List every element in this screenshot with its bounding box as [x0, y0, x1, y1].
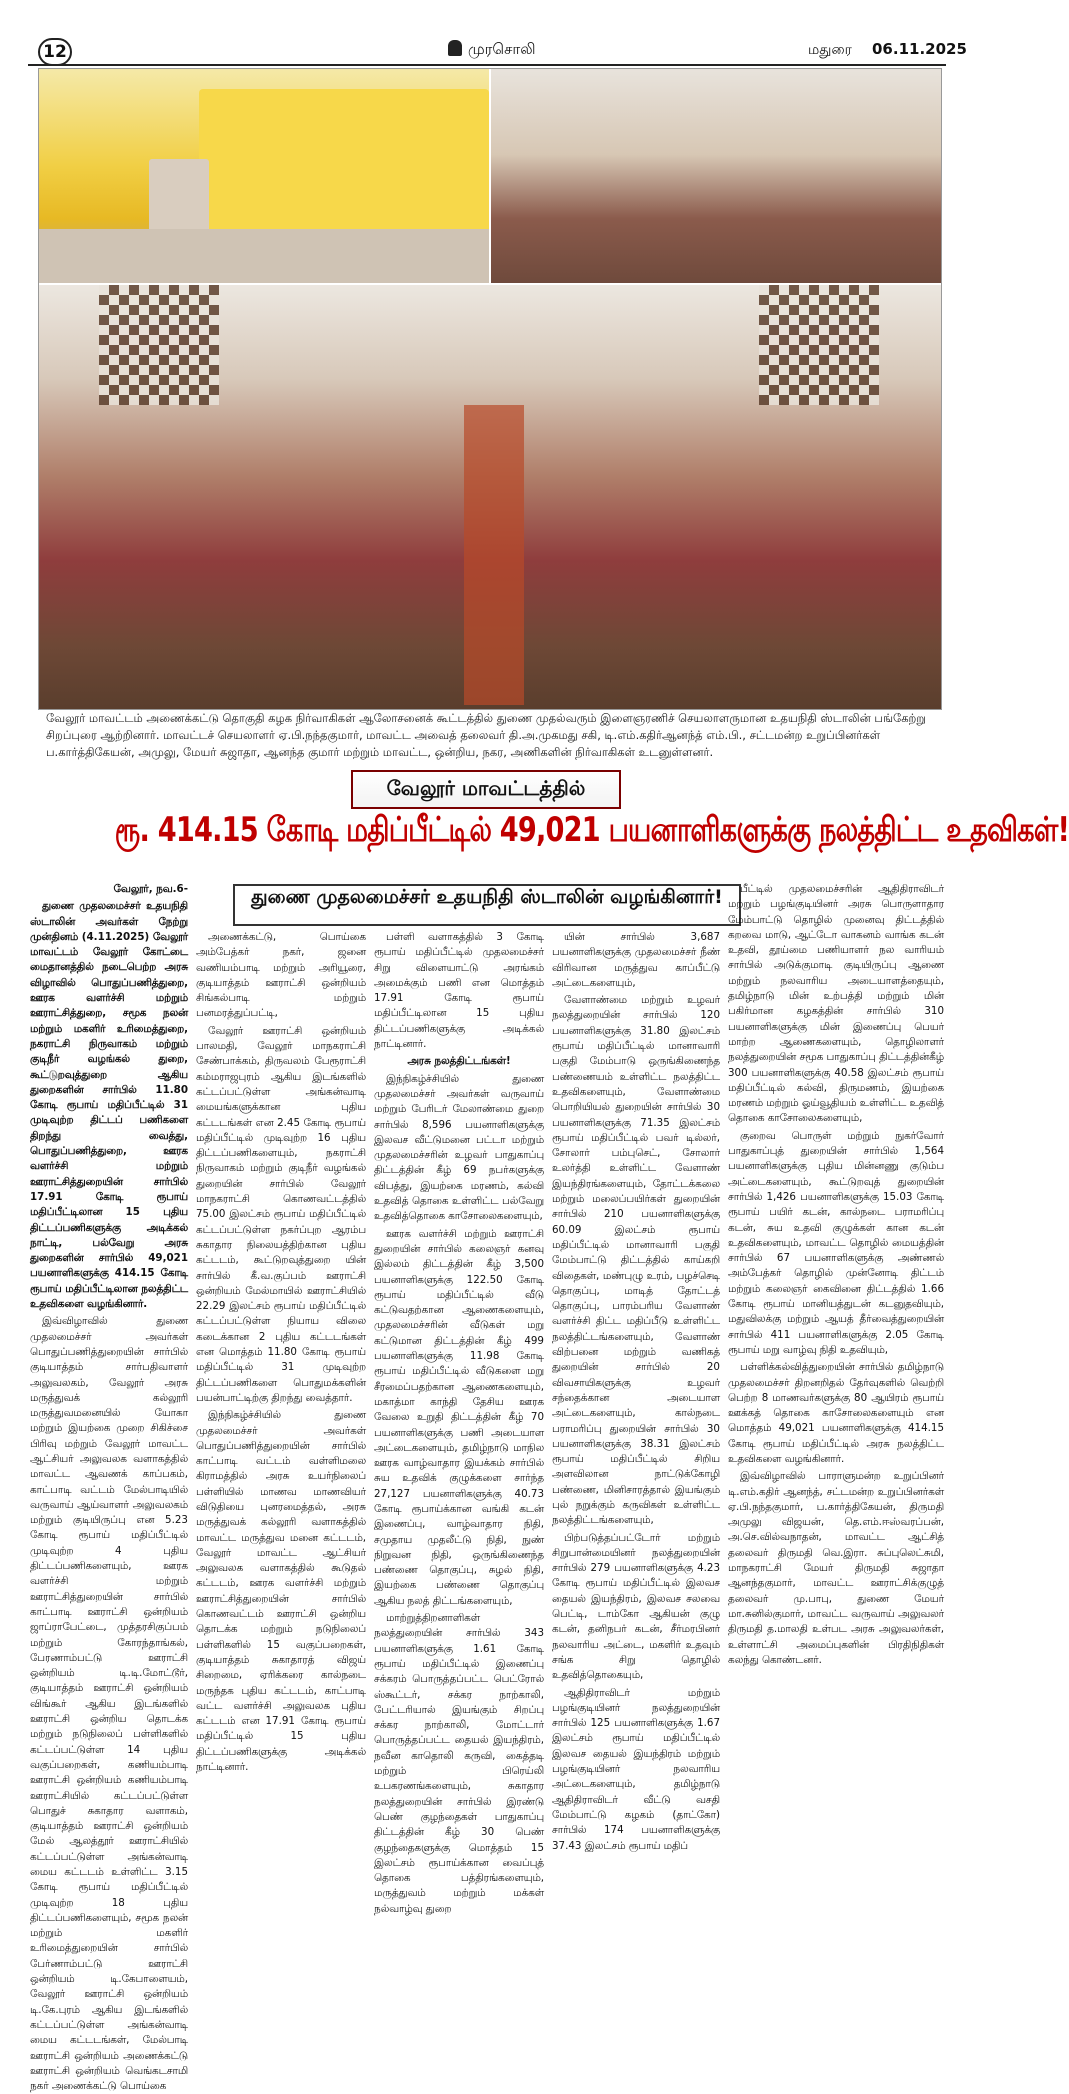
- photo-collage: [38, 68, 942, 710]
- speech-photo: [491, 69, 941, 283]
- edition-city: மதுரை: [808, 42, 852, 58]
- article-column-3: [374, 930, 544, 1915]
- article-column-4: [552, 930, 720, 1852]
- article-paragraph: பள்ளி வளாகத்தில் 3 கோடி ரூபாய் மதிப்பீட்டில் முதலமைச்சர் சிறு விளையாட்டு அரங்கம் அமைக்கும் பணி என மொத்தம் 17.91 கோடி ரூபாய் மதிப்பீட்டிலான 15 புதிய திட்டப்பணிகளுக்கு அடிக்கல் நாட்டினார்.: [374, 931, 544, 1051]
- article-paragraph: இவ்விழாவில் துணை முதலமைச்சர் அவர்கள் பொதுப்பணித்துறையின் சார்பில் குடியாத்தம் சார்பதிவாளர் அலுவலகம், வேலூர் அரசு மருத்துவக் கல்லூரி மருத்துவமனையில் யோகா மற்றும் இயற்கை முறை சிகிச்சை பிரிவு மற்றும் வேலூர் மாவட்ட ஆட்சியர் அலுவலக வளாகத்தில் மாவட்ட ஆவணக் காப்பகம், காட்பாடி வட்டம் மேல்பாடியில் வருவாய் ஆய்வாளர் அலுவலகம் மற்றும் குடியிருப்பு என 5.23 கோடி ரூபாய் மதிப்பீட்டில் முடிவுற்ற 4 புதிய திட்டப்பணிகளையும், ஊரக வளர்ச்சி மற்றும் ஊராட்சித்துறையின் சார்பில் காட்பாடி ஊராட்சி ஒன்றியம் ஜாப்ராபேட்டை, முத்தரசிகுப்பம் மற்றும் கோரந்தாங்கல், பேரணாம்பட்டு ஊராட்சி ஒன்றியம் டி.டி.மோட்டூர், குடியாத்தம் ஊராட்சி ஒன்றியம் விங்கூர் ஆகிய இடங்களில் ஊராட்சி ஒன்றிய தொடக்க மற்றும் நடுநிலைப் பள்ளிகளில் கட்டப்பட்டுள்ள 14 புதிய வகுப்பறைகள், கணியம்பாடி ஊராட்சி ஒன்றியம் கணியம்பாடி ஊராட்சியில் கட்டப்பட்டுள்ள பொதுச் சுகாதார வளாகம், குடியாத்தம் ஊராட்சி ஒன்றியம் மேல் ஆலத்தூர் ஊராட்சியில் கட்டப்பட்டுள்ள அங்கன்வாடி மைய கட்டடம் உள்ளிட்ட 3.15 கோடி ரூபாய் மதிப்பீட்டில் முடிவுற்ற 18 புதிய திட்டப்பணிகளையும், சமூக நலன் மற்றும் மகளிர் உரிமைத்துறையின் சார்பில் பேர்ணாம்பட்டு ஊராட்சி ஒன்றியம் டி.கேபாளையம், வேலூர் ஊராட்சி ஒன்றியம் டி.கே.புரம் ஆகிய இடங்களில் கட்டப்பட்டுள்ள அங்கன்வாடி மைய கட்டடங்கள், மேல்பாடி ஊராட்சி ஒன்றியம் அணைக்கட்டு ஊராட்சி ஒன்றியம் வெங்கடசாமி நகர் அணைக்கட்டு பொய்கை: [30, 1315, 188, 2093]
- stage-photo: [39, 69, 489, 283]
- headline: ரூ. 414.15 கோடி மதிப்பீட்டில் 49,021 பயனாளிகளுக்கு நலத்திட்ட உதவிகள்!: [114, 810, 1069, 850]
- lectern: [149, 159, 209, 239]
- article-paragraph: ஊரக வளர்ச்சி மற்றும் ஊராட்சி துறையின் சார்பில் கலைஞர் கனவு இல்லம் திட்டத்தின் கீழ் 3,500 பயனாளிகளுக்கு 122.50 கோடி ரூபாய் மதிப்பீட்டில் வீடு கட்டுவதற்கான ஆணைகளையும், முதலமைச்சரின் வீடுகள் மறு கட்டுமான திட்டத்தின் கீழ் 499 பயனாளிகளுக்கு 11.98 கோடி ரூபாய் மதிப்பீட்டில் வீடுகளை மறு சீரமைப்பதற்கான ஆணைகளையும், மகாத்மா காந்தி தேசிய ஊரக வேலை உறுதி திட்டத்தின் கீழ் 70 பயனாளிகளுக்கு பணி அடையாள அட்டைகளையும், தமிழ்நாடு மாநில ஊரக வாழ்வாதார இயக்கம் சார்பில் சுய உதவிக் குழுக்களை சார்ந்த 27,127 பயனாளிகளுக்கு 40.73 கோடி ரூபாய்க்கான வங்கி கடன் இணைப்பு, வாழ்வாதார நிதி, சமுதாய முதலீட்டு நிதி, நுண் நிறுவன நிதி, ஒருங்கிணைந்த பண்ணை தொகுப்பு, சுழல் நிதி, இயற்கை பண்ணை தொகுப்பு ஆகிய நலத் திட்டங்களையும்,: [374, 1227, 544, 1607]
- article-paragraph: மாற்றுத்திறனாளிகள் நலத்துறையின் சார்பில் 343 பயனாளிகளுக்கு 1.61 கோடி ரூபாய் மதிப்பீட்டில் இணைப்பு சக்கரம் பொருத்தப்பட்ட பெட்ரோல் ஸ்கூட்டர், சக்கர நாற்காலி, பேட்டரியால் இயங்கும் சிறப்பு சக்கர நாற்காலி, மோட்டார் பொருத்தப்பட்ட தையல் இயந்திரம், நவீன காதொலி கருவி, கைத்தடி மற்றும் பிரெய்லி உபகரணங்களையும், சுகாதார நலத்துறையின் சார்பில் இரண்டு பெண் குழந்தைகள் பாதுகாப்பு திட்டத்தின் கீழ் 30 பெண் குழந்தைகளுக்கு மொத்தம் 15 இலட்சம் ரூபாய்க்கான வைப்புத் தொகை பத்திரங்களையும், மருத்துவம் மற்றும் மக்கள் நல்வாழ்வு துறை: [374, 1612, 544, 1915]
- article-paragraph: பிற்படுத்தப்பட்டோர் மற்றும் சிறுபான்மையினர் நலத்துறையின் சார்பில் 279 பயனாளிகளுக்கு 4.23 கோடி ரூபாய் மதிப்பீட்டில் இலவச தையல் இயந்திரம், இலவச சலவை பெட்டி, டாம்கோ ஆகியன் குழு கடன், தனிநபர் கடன், சீர்மரபினர் நலவாரிய அட்டை, மகளிர் உதவும் சங்க சிறு தொழில் உதவித்தொகையும்,: [552, 1531, 720, 1682]
- page-number: 12: [38, 38, 72, 66]
- rooster-icon: [448, 40, 462, 56]
- masthead-rule: [28, 64, 946, 66]
- wall-pattern: [759, 285, 879, 405]
- stage-seating: [39, 229, 489, 283]
- issue-date: 06.11.2025: [872, 40, 967, 58]
- section-heading: அரசு நலத்திட்டங்கள்!: [407, 1055, 511, 1068]
- article-paragraph: இந்நிகழ்ச்சியில் துணை முதலமைச்சர் அவர்கள் வருவாய் மற்றும் பேரிடர் மேலாண்மை துறை சார்பில் 8,596 பயனாளிகளுக்கு இலவச வீட்டுமனை பட்டா மற்றும் முதலமைச்சரின் உழவர் பாதுகாப்பு திட்டத்தின் கீழ் 69 நபர்களுக்கு விபத்து, இயற்கை மரணம், கல்வி உதவித் தொகை உள்ளிட்ட பல்வேறு உதவித்தொகை காசோலைகளையும்,: [374, 1072, 544, 1223]
- dateline: வேலூர், நவ.6-: [113, 883, 188, 895]
- kicker: வேலூர் மாவட்டத்தில்: [351, 770, 622, 809]
- article-paragraph: ஆதிதிராவிடர் மற்றும் பழங்குடியினர் நலத்துறையின் சார்பில் 125 பயனாளிகளுக்கு 1.67 இலட்சம் ரூபாய் மதிப்பீட்டில் இலவச தையல் இயந்திரம் மற்றும் பழங்குடியினர் நலவாரிய அட்டைகளையும், தமிழ்நாடு ஆதிதிராவிடர் வீட்டு வசதி மேம்பாட்டு கழகம் (தாட்கோ) சார்பில் 174 பயனாளிகளுக்கு 37.43 இலட்சம் ரூபாய் மதிப்: [552, 1686, 720, 1852]
- paper-name: முரசொலி: [468, 40, 536, 58]
- carpet-aisle: [464, 405, 524, 705]
- article-paragraph: வேலூர் ஊராட்சி ஒன்றியம் பாலமதி, வேலூர் மாநகராட்சி சேண்பாக்கம், திருவலம் பேரூராட்சி கம்மராஜபுரம் ஆகிய இடங்களில் கட்டப்பட்டுள்ள அங்கன்வாடி மையங்களுக்கான புதிய கட்டடங்கள் என 2.45 கோடி ரூபாய் மதிப்பீட்டில் முடிவுற்ற 16 புதிய திட்டப்பணிகளையும், நகராட்சி நிருவாகம் மற்றும் குடிநீர் வழங்கல் துறையின் சார்பில் வேலூர் மாநகராட்சி கொணவட்டத்தில் 75.00 இலட்சம் ரூபாய் மதிப்பீட்டில் கட்டப்பட்டுள்ள நகர்ப்புற ஆரம்ப சுகாதார நிலையத்திற்கான புதிய கட்டடம், கூட்டுறவுத்துறை யின் சார்பில் கீ.வ.குப்பம் ஊராட்சி ஒன்றியம் மேல்மாயில் ஊராட்சியில் 22.29 இலட்சம் ரூபாய் மதிப்பீட்டில் கட்டப்பட்டுள்ள நியாய விலை கடைக்கான 2 புதிய கட்டடங்கள் என மொத்தம் 11.80 கோடி ரூபாய் மதிப்பீட்டில் 31 முடிவுற்ற திட்டப்பணிகளை பொதுமக்களின் பயன்பாட்டிற்கு திறந்து வைத்தார்.: [196, 1024, 366, 1404]
- article-column-1: [30, 882, 188, 2093]
- article-paragraph: இவ்விழாவில் பாராளுமன்ற உறுப்பினர் டி.எம்.கதிர் ஆனந்த், சட்டமன்ற உறுப்பினர்கள் ஏ.பி.நந்தகுமார், ப.கார்த்திகேயன், திருமதி அமுலு விஜயன், தெ.எம்.ஈஸ்வரப்பன், அ.செ.வில்வநாதன், மாவட்ட ஆட்சித் தலைவர் திருமதி வெ.இரா. சுப்புலெட்சுமி, மாநகராட்சி மேயர் திருமதி சுஜாதா ஆனந்தகுமார், மாவட்ட ஊராட்சிக்குழுத் தலைவர் மு.பாபு, துணை மேயர் மா.சுனில்குமார், மாவட்ட வருவாய் அலுவலர் திருமதி த.மாலதி உள்பட அரசு அலுவலர்கள், உள்ளாட்சி அமைப்புகளின் பிரதிநிதிகள் கலந்து கொண்டனர்.: [728, 1470, 944, 1666]
- article-paragraph: அணைக்கட்டு, பொய்கை அம்பேத்கர் நகர், ஜனை வணியம்பாடி மற்றும் அரியூரை, குடியாத்தம் ஊராட்சி ஒன்றியம் சிங்கல்பாடி மற்றும் பனமரத்துப்பட்டி,: [196, 931, 366, 1020]
- article-paragraph: பீட்டில் முதலமைச்சரின் ஆதிதிராவிடர் மற்றும் பழங்குடியினர் அரசு பொருளாதார மேம்பாட்டு தொழில் முனைவு திட்டத்தில் கறவை மாடு, ஆட்டோ வாகனம் வாங்க கடன் உதவி, தூய்மை பணியாளர் நல வாரியம் சார்பில் அடுக்குமாடி குடியிருப்பு ஆணை மற்றும் நலவாரிய அடையாளத்தையும், தமிழ்நாடு மின் உற்பத்தி மற்றும் மின் பகிர்மான கழகத்தின் சார்பில் 310 பயனாளிகளுக்கு மின் இணைப்பு பெயர் மாற்ற ஆணைகளையும், தொழிலாளர் நலத்துறையின் சமூக பாதுகாப்பு திட்டத்தின்கீழ் 300 பயனாளிகளுக்கு 40.58 இலட்சம் ரூபாய் மதிப்பீட்டில் கல்வி, திருமணம், இயற்கை மரணம் மற்றும் ஓய்வூதியம் உள்ளிட்ட உதவித் தொகை காசோலைகளையும்,: [728, 883, 944, 1125]
- wall-pattern: [99, 285, 219, 405]
- article-column-2: [196, 930, 366, 1774]
- masthead: [28, 34, 967, 66]
- article-paragraph: யின் சார்பில் 3,687 பயனாளிகளுக்கு முதலமைச்சர் நீண் விரிவான மருத்துவ காப்பீட்டு அட்டைகளையும்,: [552, 931, 720, 989]
- subhead: துணை முதலமைச்சர் உதயநிதி ஸ்டாலின் வழங்கினார்!: [233, 884, 741, 926]
- stage-banner: [199, 89, 489, 239]
- article-paragraph: இந்நிகழ்ச்சியில் துணை முதலமைச்சர் அவர்கள் பொதுப்பணித்துறையின் சார்பில் காட்பாடி வட்டம் வள்ளிமலை கிராமத்தில் அரசு உயர்நிலைப் பள்ளியில் மாணவ மாணவியர் விடுதியை புனரமைத்தல், அரசு மருத்துவக் கல்லூரி வளாகத்தில் மாவட்ட மருத்துவ மனை கட்டடம், வேலூர் மாவட்ட ஆட்சியர் அலுவலக வளாகத்தில் கூடுதல் கட்டடம், ஊரக வளர்ச்சி மற்றும் ஊராட்சித்துறையின் சார்பில் கொணவட்டம் ஊராட்சி ஒன்றிய தொடக்க மற்றும் நடுநிலைப் பள்ளிகளில் 15 வகுப்பறைகள், குடியாத்தம் சுகாதாரத் விஜய் சிறைமை, ஏரிக்கரை கால்நடை மருந்தக புதிய கட்டடம், காட்பாடி வட்ட வளர்ச்சி அலுவலக புதிய கட்டடம் என 17.91 கோடி ரூபாய் மதிப்பீட்டில் 15 புதிய திட்டப்பணிகளுக்கு அடிக்கல் நாட்டினார்.: [196, 1409, 366, 1774]
- article-paragraph: வேளாண்மை மற்றும் உழவர் நலத்துறையின் சார்பில் 120 பயனாளிகளுக்கு 31.80 இலட்சம் ரூபாய் மதிப்பீட்டில் மானாவாரி பகுதி மேம்பாடு ஒருங்கிணைந்த பண்ணையம் உள்ளிட்ட நலத்திட்ட உதவிகளையும், வேளாண்மை பொறியியல் துறையின் சார்பில் 30 பயனாளிகளுக்கு 71.35 இலட்சம் ரூபாய் மதிப்பீட்டில் பவர் டில்லர், சோலார் பம்புசெட், சோலார் உலர்த்தி உள்ளிட்ட வேளாண் இயந்திரங்களையும், தோட்டக்கலை மற்றும் மலைப்பயிர்கள் துறையின் சார்பில் 210 பயனாளிகளுக்கு 60.09 இலட்சம் ரூபாய் மதிப்பீட்டில் மானாவாரி பகுதி மேம்பாட்டு திட்டத்தில் காய்கறி விதைகள், மண்புழு உரம், பழச்செடி தொகுப்பு, மாடித் தோட்டத் தொகுப்பு, பாரம்பரிய வேளாண் வளர்ச்சி திட்ட மதிப்பீடு உள்ளிட்ட நலத்திட்டங்களையும், வேளாண் விற்பனை மற்றும் வணிகத் துறையின் சார்பில் 20 விவசாயிகளுக்கு உழவர் சந்தைக்கான அடையாள அட்டைகளையும், கால்நடை பராமரிப்பு துறையின் சார்பில் 30 பயனாளிகளுக்கு 38.31 இலட்சம் ரூபாய் மதிப்பீட்டில் சிறிய அளவிலான நாட்டுக்கோழி பண்ணை, மினிசாரத்தால் இயங்கும் புல் நறுக்கும் கருவிகள் உள்ளிட்ட நலத்திட்டங்களையும்,: [552, 994, 720, 1527]
- article-paragraph: பள்ளிக்கல்வித்துறையின் சார்பில் தமிழ்நாடு முதலமைச்சர் திறனறிதல் தேர்வுகளில் வெற்றி பெற்ற 8 மாணவர்களுக்கு 80 ஆயிரம் ரூபாய் ஊக்கத் தொகை காசோலைகளையும் என மொத்தம் 49,021 பயனாளிகளுக்கு 414.15 கோடி ரூபாய் மதிப்பீட்டில் அரசு நலத்திட்ட உதவிகளை வழங்கினார்.: [728, 1361, 944, 1465]
- photo-caption: வேலூர் மாவட்டம் அணைக்கட்டு தொகுதி கழக நிர்வாகிகள் ஆலோசனைக் கூட்டத்தில் துணை முதல்வரும் இளைஞரணிச் செயலாளருமான உதயநிதி ஸ்டாலின் பங்கேற்று சிறப்புரை ஆற்றினார். மாவட்டச் செயலாளர் ஏ.பி.நந்தகுமார், மாவட்ட அவைத் தலைவர் தி.அ.முகமது சகி, டி.எம்.கதிர்ஆனந்த் எம்.பி., சட்டமன்ற உறுப்பினர்கள் ப.கார்த்திகேயன், அமுலு, மேயர் சுஜாதா, ஆனந்த குமார் மற்றும் மாவட்ட, ஒன்றிய, நகர, அணிகளின் நிர்வாகிகள் உடனுள்ளனர்.: [46, 711, 926, 759]
- article-paragraph: குறைவ பொருள் மற்றும் நுகர்வோர் பாதுகாப்புத் துறையின் சார்பில் 1,564 பயனாளிகளுக்கு புதிய மின்னணு குடும்ப அட்டைகளையும், கூட்டுறவுத் துறையின் சார்பில் 1,426 பயனாளிகளுக்கு 15.03 கோடி ரூபாய் பயிர் கடன், கால்நடை பராமரிப்பு கடன், சுய உதவி குழுக்கள் கான கடன் உதவிகளையும், மாவட்ட தொழில் மையத்தின் சார்பில் 67 பயனாளிகளுக்கு அண்ணல் அம்பேத்கர் தொழில் முன்னோடி திட்டம் மற்றும் கலைஞர் கைவினை திட்டத்தில் 1.66 கோடி ரூபாய் மானியத்துடன் கடனுதவியும், மதுவிலக்கு மற்றும் ஆயத் தீர்வைத்துறையின் சார்பில் 411 பயனாளிகளுக்கு 2.05 கோடி ரூபாய் மறு வாழ்வு நிதி உதவியும்,: [728, 1129, 944, 1356]
- audience-photo: [39, 285, 941, 709]
- article-lead: துணை முதலமைச்சர் உதயநிதி ஸ்டாலின் அவர்கள் நேற்று முன்தினம் (4.11.2025) வேலூர் மாவட்டம் வேலூர் கோட்டை மைதானத்தில் நடைபெற்ற அரசு விழாவில் பொதுப்பணித்துறை, ஊரக வளர்ச்சி மற்றும் ஊராட்சித்துறை, சமூக நலன் மற்றும் மகளிர் உரிமைத்துறை, நகராட்சி நிருவாகம் மற்றும் குடிநீர் வழங்கல் துறை, கூட்டுறவுத்துறை ஆகிய துறைகளின் சார்பில் 11.80 கோடி ரூபாய் மதிப்பீட்டில் 31 முடிவுற்ற திட்டப் பணிகளை திறந்து வைத்து, பொதுப்பணித்துறை, ஊரக வளர்ச்சி மற்றும் ஊராட்சித்துறையின் சார்பில் 17.91 கோடி ரூபாய் மதிப்பீட்டிலான 15 புதிய திட்டப்பணிகளுக்கு அடிக்கல் நாட்டி, பல்வேறு அரசு துறைகளின் சார்பில் 49,021 பயனாளிகளுக்கு 414.15 கோடி ரூபாய் மதிப்பீட்டிலான நலத்திட்ட உதவிகளை வழங்கினார்.: [30, 900, 188, 1311]
- article-column-5: [728, 882, 944, 1666]
